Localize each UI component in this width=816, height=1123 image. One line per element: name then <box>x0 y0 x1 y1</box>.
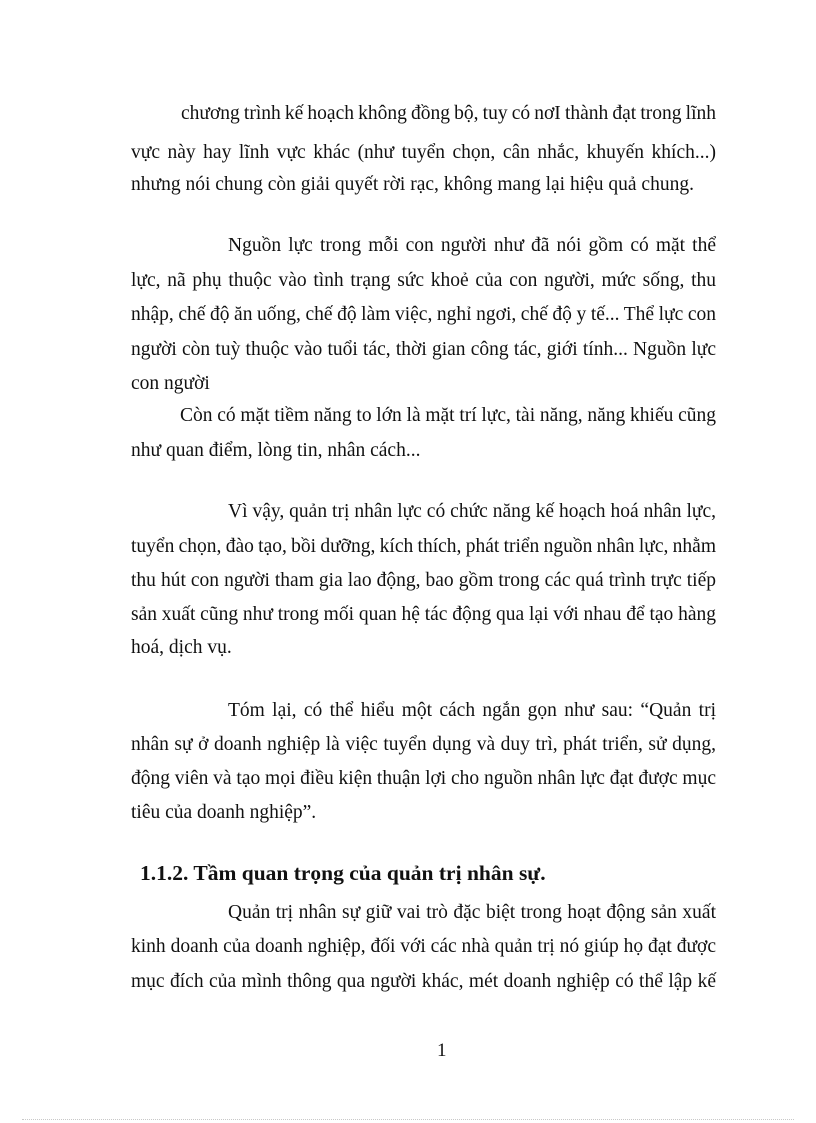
paragraph-line: Nguồn lực trong mỗi con người như đã nói gồm có mặt thể <box>228 235 716 256</box>
paragraph-line: chương trình kế hoạch không đồng bộ, tuy có nơI thành đạt trong lĩnh <box>181 103 716 124</box>
paragraph-line: Tóm lại, có thể hiểu một cách ngắn gọn như sau: “Quản trị <box>228 700 716 721</box>
page-bottom-divider <box>22 1119 794 1120</box>
paragraph-line: nhân sự ở doanh nghiệp là việc tuyển dụng và duy trì, phát triển, sử dụng, <box>131 734 716 755</box>
paragraph-line: kinh doanh của doanh nghiệp, đối với các nhà quản trị nó giúp họ đạt được <box>131 936 716 957</box>
paragraph-line: hoá, dịch vụ. <box>131 637 232 658</box>
paragraph-line: Quản trị nhân sự giữ vai trò đặc biệt trong hoạt động sản xuất <box>228 902 716 923</box>
paragraph-line: thu hút con người tham gia lao động, bao gồm trong các quá trình trực tiếp <box>131 570 716 591</box>
paragraph-line: mục đích của mình thông qua người khác, mét doanh nghiệp có thể lập kế <box>131 971 716 992</box>
paragraph-line: động viên và tạo mọi điều kiện thuận lợi cho nguồn nhân lực đạt được mục <box>131 768 716 789</box>
paragraph-line: sản xuất cũng như trong mối quan hệ tác động qua lại với nhau để tạo hàng <box>131 604 716 625</box>
paragraph-line: Vì vậy, quản trị nhân lực có chức năng kế hoạch hoá nhân lực, <box>228 501 716 522</box>
paragraph-line: vực này hay lĩnh vực khác (như tuyển chọn, cân nhắc, khuyến khích...) <box>131 142 716 163</box>
paragraph-line: lực, nã phụ thuộc vào tình trạng sức khoẻ của con người, mức sống, thu <box>131 270 716 291</box>
paragraph-line: nhưng nói chung còn giải quyết rời rạc, không mang lại hiệu quả chung. <box>131 174 694 195</box>
page-number: 1 <box>437 1040 447 1061</box>
paragraph-line: như quan điểm, lòng tin, nhân cách... <box>131 440 421 461</box>
paragraph-line: con người <box>131 373 210 394</box>
paragraph-line: nhập, chế độ ăn uống, chế độ làm việc, nghỉ ngơi, chế độ y tế... Thể lực con <box>131 304 716 325</box>
paragraph-line: tuyển chọn, đào tạo, bồi dưỡng, kích thích, phát triển nguồn nhân lực, nhằm <box>131 536 716 557</box>
section-heading: 1.1.2. Tầm quan trọng của quản trị nhân sự. <box>140 861 546 885</box>
paragraph-line: Còn có mặt tiềm năng to lớn là mặt trí lực, tài năng, năng khiếu cũng <box>180 405 716 426</box>
paragraph-line: người còn tuỳ thuộc vào tuổi tác, thời gian công tác, giới tính... Nguồn lực <box>131 339 716 360</box>
paragraph-line: tiêu của doanh nghiệp”. <box>131 802 317 823</box>
